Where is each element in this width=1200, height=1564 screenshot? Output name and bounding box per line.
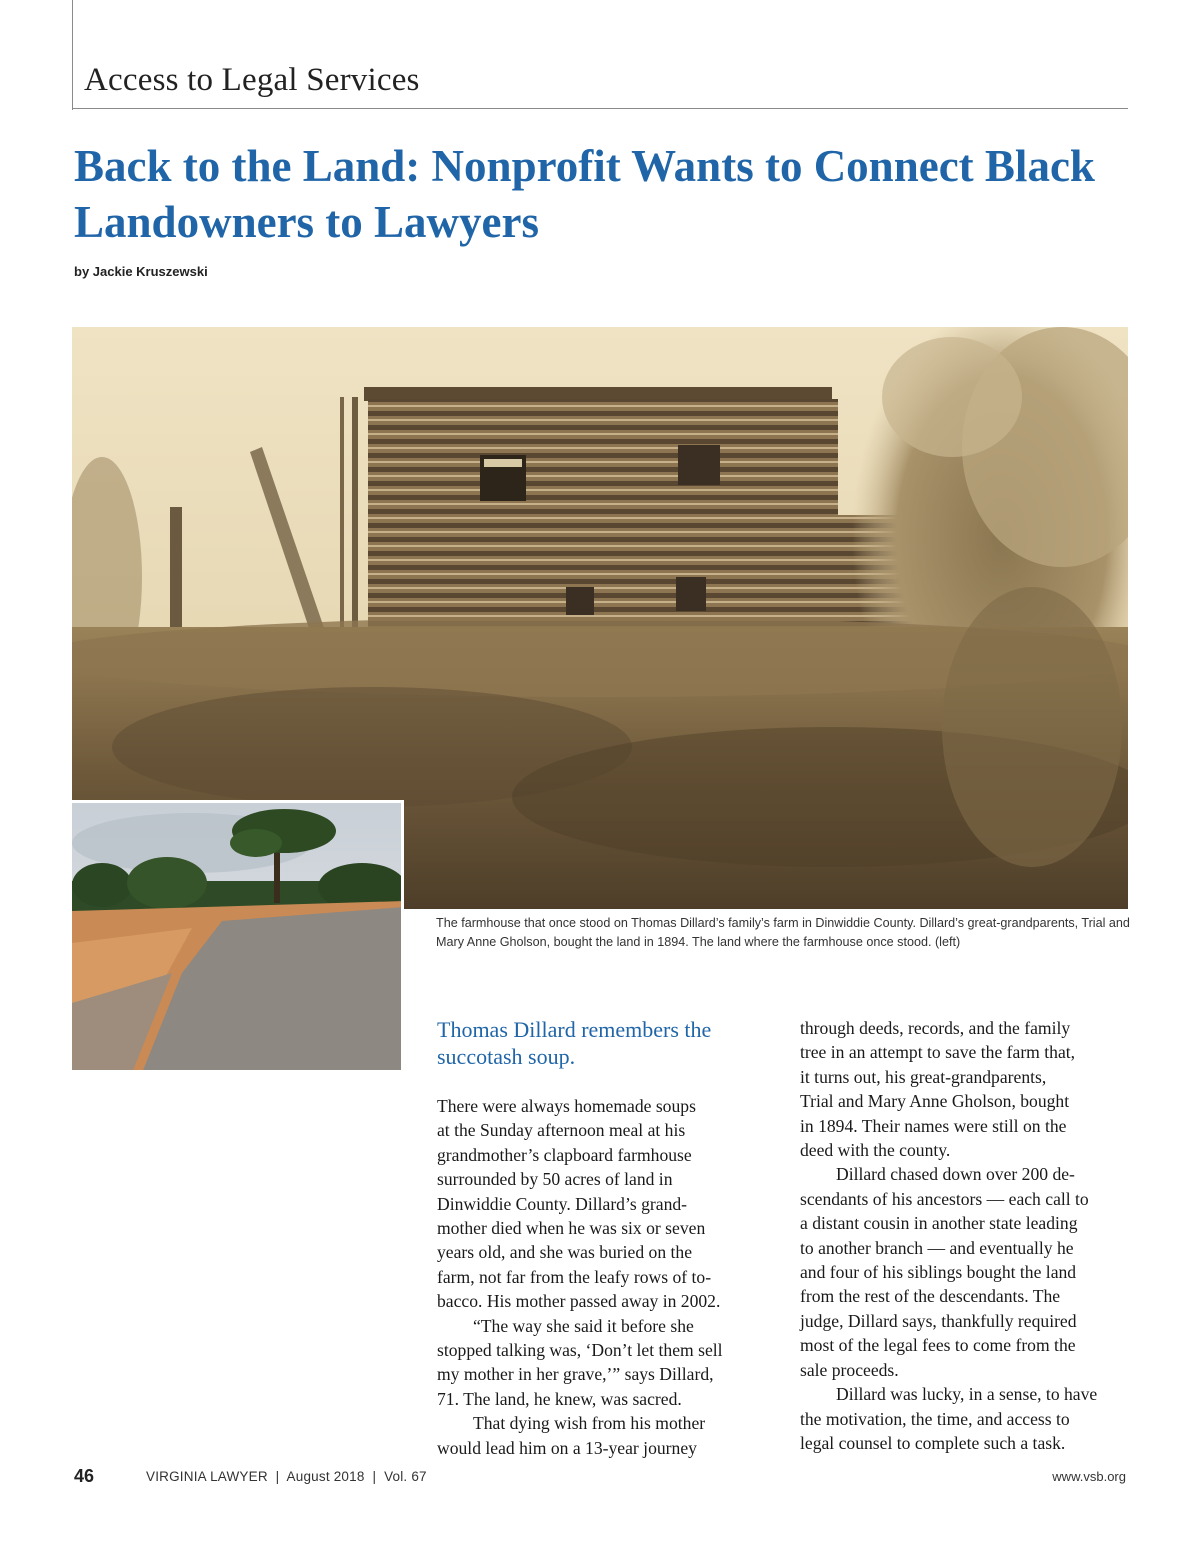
column-2-line: most of the legal fees to come from the <box>800 1335 1076 1356</box>
column-1-line: “The way she said it before she <box>473 1315 694 1336</box>
column-2-line: deed with the county. <box>800 1140 951 1161</box>
header-horizontal-rule <box>72 108 1128 109</box>
column-2-line: in 1894. Their names were still on the <box>800 1115 1067 1136</box>
photo-caption: The farmhouse that once stood on Thomas Dillard’s family’s farm in Dinwiddie County. Dillard’s great-grandparents, Trial and Mary Anne Gholson, bought the land in 1894. The land where the farmhouse once stood. (left) <box>436 916 1130 949</box>
column-2-line: to another branch — and eventually he <box>800 1237 1074 1258</box>
land-inset-photo <box>72 800 404 1070</box>
article-headline: Back to the Land: Nonprofit Wants to Connect Black Landowners to Lawyers <box>74 141 1095 247</box>
column-2-line: it turns out, his great-grandparents, <box>800 1066 1047 1087</box>
column-1-line: Dinwiddie County. Dillard’s grand- <box>437 1193 688 1214</box>
website-link[interactable]: www.vsb.org <box>1052 1469 1126 1484</box>
column-2-line: scendants of his ancestors — each call to <box>800 1188 1089 1209</box>
column-1-line: farm, not far from the leafy rows of to- <box>437 1266 712 1287</box>
column-2-line: and four of his siblings bought the land <box>800 1262 1077 1283</box>
column-1-line: There were always homemade soups <box>437 1096 696 1116</box>
column-1-line: my mother in her grave,’” says Dillard, <box>437 1364 714 1385</box>
magazine-issue: VIRGINIA LAWYER | August 2018 | Vol. 67 <box>146 1469 427 1484</box>
column-2-line: Dillard was lucky, in a sense, to have <box>836 1384 1098 1405</box>
section-label: Access to Legal Services <box>84 62 420 98</box>
column-2-line: the motivation, the time, and access to <box>800 1408 1070 1429</box>
page-number: 46 <box>74 1466 95 1486</box>
column-1-line: 71. The land, he knew, was sacred. <box>437 1388 682 1409</box>
column-1-line: mother died when he was six or seven <box>437 1218 706 1239</box>
column-2-line: a distant cousin in another state leading <box>800 1213 1078 1234</box>
column-2-line: Trial and Mary Anne Gholson, bought <box>800 1091 1070 1112</box>
column-1-line: years old, and she was buried on the <box>437 1242 693 1263</box>
byline: by Jackie Kruszewski <box>74 264 208 279</box>
column-2-line: Dillard chased down over 200 de- <box>836 1164 1075 1185</box>
column-2-line: legal counsel to complete such a task. <box>800 1432 1066 1453</box>
column-1-line: would lead him on a 13-year journey <box>437 1437 697 1458</box>
article-column-1 <box>437 1094 767 1460</box>
article-subhead: Thomas Dillard remembers the succotash soup. <box>437 1017 712 1069</box>
header-vertical-rule <box>72 0 73 110</box>
column-2-line: sale proceeds. <box>800 1359 899 1380</box>
column-2-line: through deeds, records, and the family <box>800 1018 1071 1038</box>
column-1-line: That dying wish from his mother <box>473 1413 706 1434</box>
column-2-line: judge, Dillard says, thankfully required <box>800 1310 1077 1331</box>
column-1-line: at the Sunday afternoon meal at his <box>437 1120 686 1141</box>
column-1-line: surrounded by 50 acres of land in <box>437 1169 673 1190</box>
column-1-line: stopped talking was, ‘Don’t let them sell <box>437 1340 723 1361</box>
article-column-2 <box>800 1016 1130 1455</box>
column-1-line: grandmother’s clapboard farmhouse <box>437 1144 692 1165</box>
column-2-line: tree in an attempt to save the farm that, <box>800 1042 1076 1063</box>
column-1-line: bacco. His mother passed away in 2002. <box>437 1291 721 1312</box>
column-2-line: from the rest of the descendants. The <box>800 1286 1061 1307</box>
